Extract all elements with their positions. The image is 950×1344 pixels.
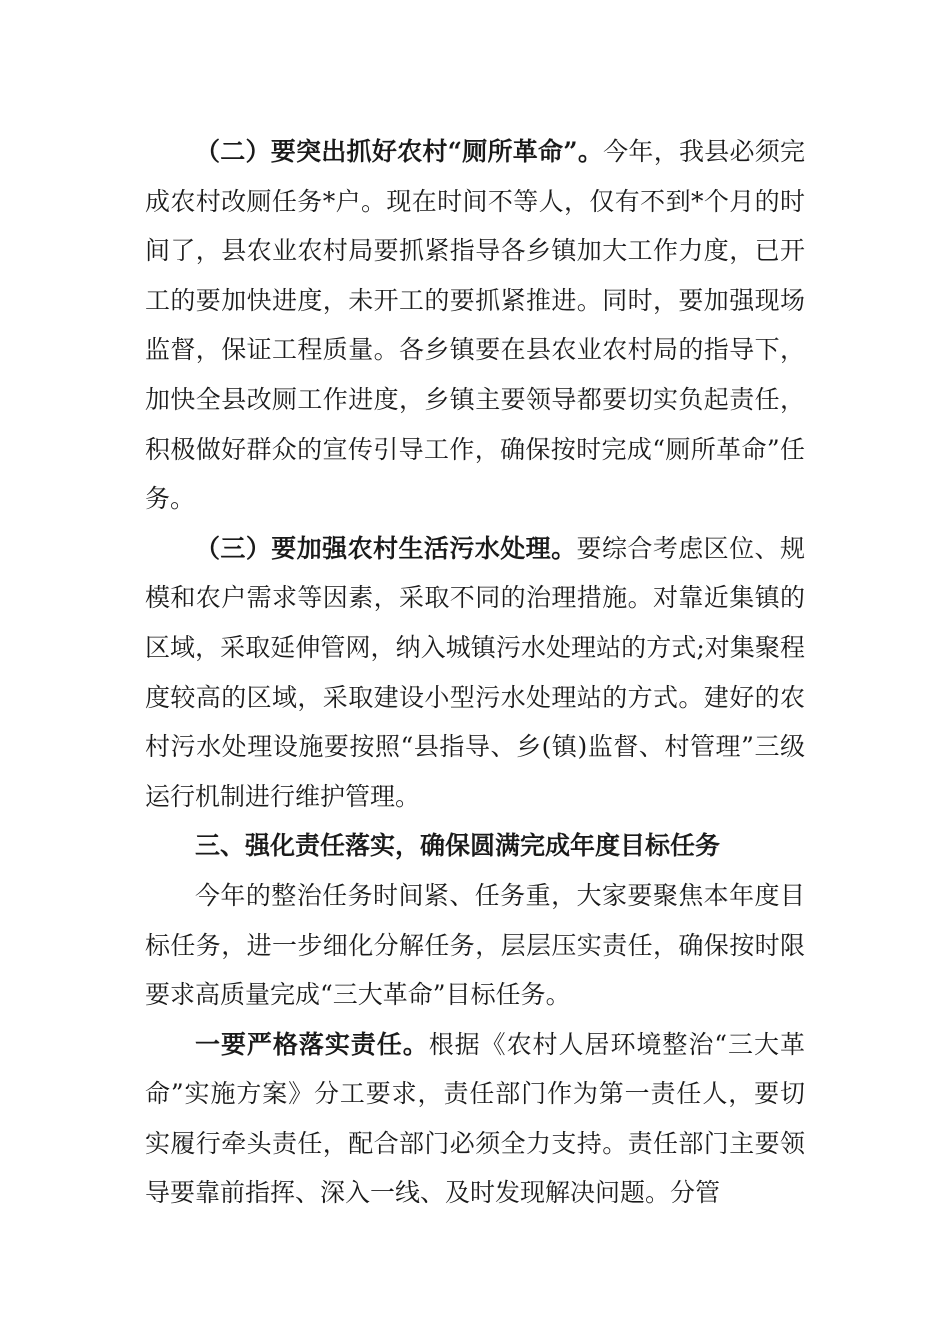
paragraph-toilet-revolution [145,127,805,524]
paragraph-lead: （三）要加强农村生活污水处理。 [195,533,577,563]
paragraph-responsibility [145,1020,805,1218]
section-heading: 三、强化责任落实，确保圆满完成年度目标任务 [195,831,721,861]
document-body [145,127,805,1218]
paragraph-annual-tasks: 今年的整治任务时间紧、任务重，大家要聚焦本年度目标任务，进一步细化分解任务，层层压实责任，确保按时限要求高质量完成“三大革命”目标任务。 [145,880,805,1010]
paragraph-text: 要综合考虑区位、规模和农户需求等因素，采取不同的治理措施。对靠近集镇的区域，采取延伸管网，纳入城镇污水处理站的方式;对集聚程度较高的区域，采取建设小型污水处理站的方式。建好的农村污水处理设施要按照“县指导、乡(镇)监督、村管理”三级运行机制进行维护管理。 [145,533,805,811]
paragraph-text: 今年，我县必须完成农村改厕任务*户。现在时间不等人，仅有不到*个月的时间了，县农业农村局要抓紧指导各乡镇加大工作力度，已开工的要加快进度，未开工的要抓紧推进。同时，要加强现场监督，保证工程质量。各乡镇要在县农业农村局的指导下，加快全县改厕工作进度，乡镇主要领导都要切实负起责任，积极做好群众的宣传引导工作，确保按时完成“厕所革命”任务。 [145,137,805,514]
paragraph-sewage-treatment [145,524,805,822]
paragraph-lead: 一要严格落实责任。 [195,1029,429,1059]
paragraph-text: 根据《农村人居环境整治“三大革命”实施方案》分工要求，责任部门作为第一责任人，要切实履行牵头责任，配合部门必须全力支持。责任部门主要领导要靠前指挥、深入一线、及时发现解决问题。分管 [145,1029,805,1208]
paragraph-lead: （二）要突出抓好农村“厕所革命”。 [195,137,604,166]
